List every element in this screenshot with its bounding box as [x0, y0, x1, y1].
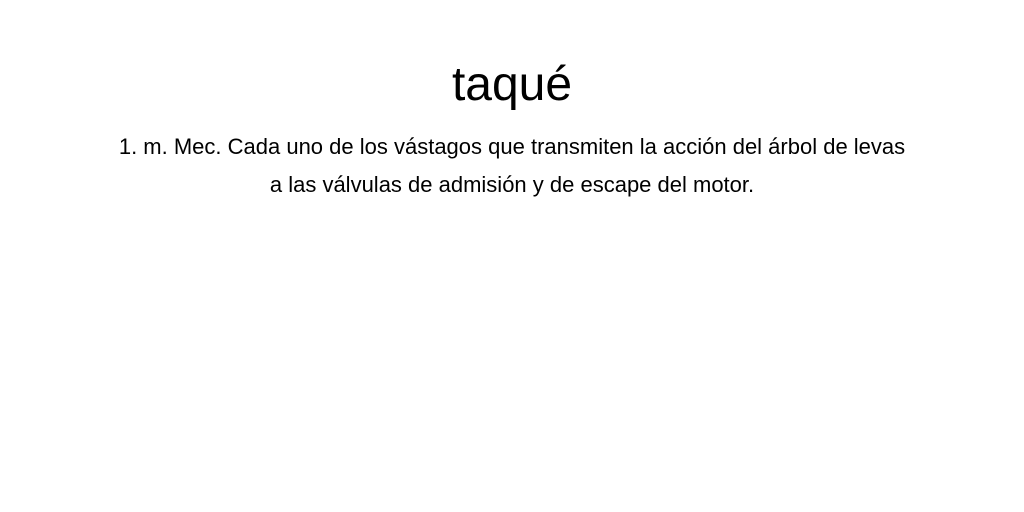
definition-line-1: 1. m. Mec. Cada uno de los vástagos que transmiten la acción del árbol de levas — [118, 134, 906, 159]
dictionary-entry — [0, 56, 1024, 204]
definition — [52, 128, 972, 204]
headword: taqué — [451, 58, 573, 111]
definition-line-2: a las válvulas de admisión y de escape del motor. — [269, 172, 755, 197]
